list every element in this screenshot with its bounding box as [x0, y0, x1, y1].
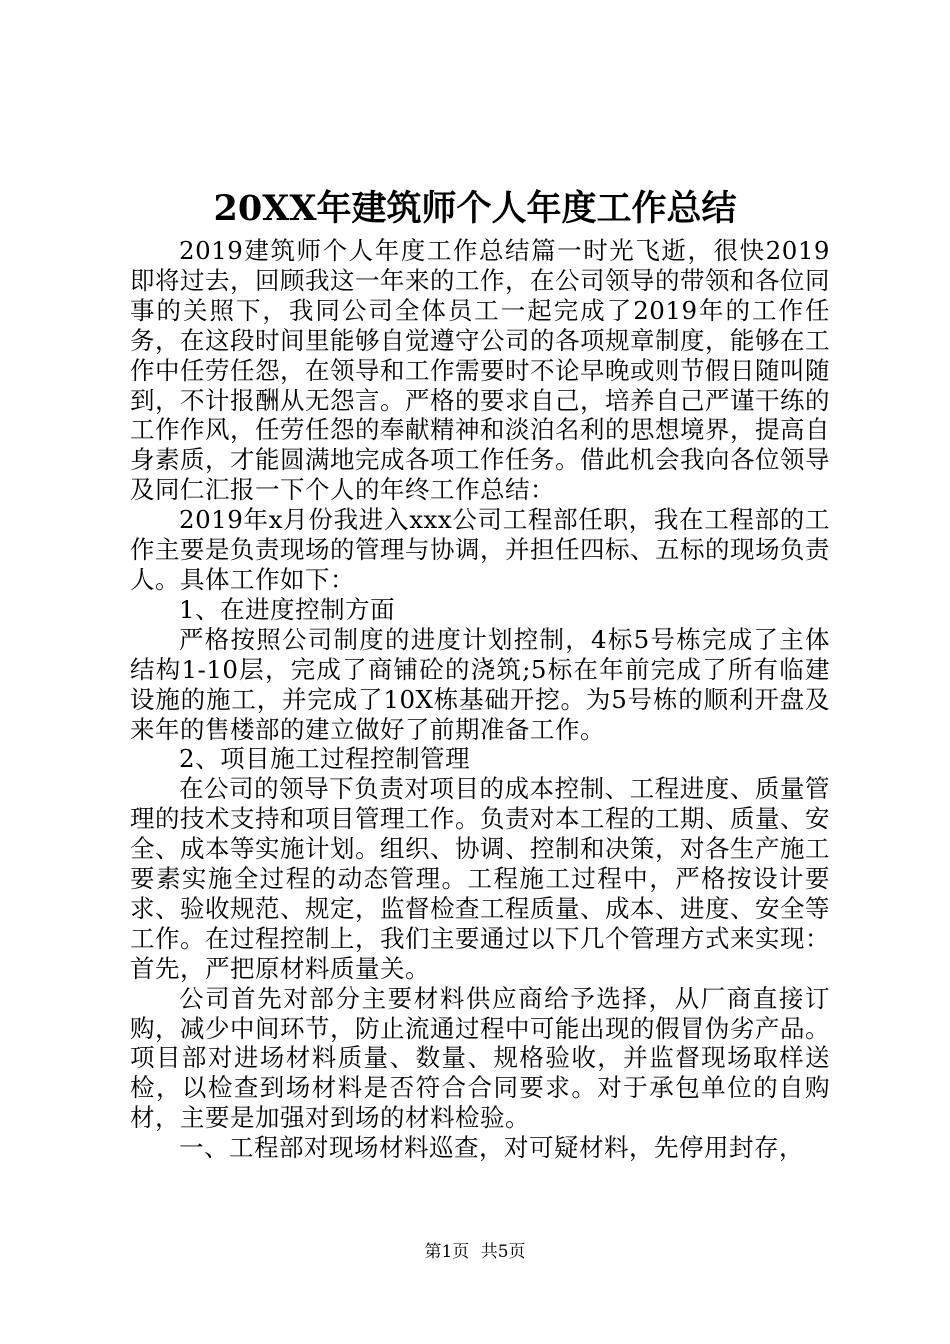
section-heading-process: 2、项目施工过程控制管理	[179, 744, 471, 774]
section-heading-progress: 1、在进度控制方面	[179, 594, 396, 624]
paragraph-position: 2019年x月份我进入xxx公司工程部任职，我在工程部的工作主要是负责现场的管理与协调，并担任四标、五标的现场负责人。具体工作如下：	[130, 505, 830, 594]
page-number: 第1页	[424, 1242, 470, 1262]
paragraph-materials: 公司首先对部分主要材料供应商给予选择，从厂商直接订购，减少中间环节，防止流通过程中可能出现的假冒伪劣产品。项目部对进场材料质量、数量、规格验收，并监督现场取样送检，以检查到场材料是否符合合同要求。对于承包单位的自购材，主要是加强对到场的材料检验。	[130, 983, 830, 1133]
page-footer	[0, 1240, 950, 1264]
paragraph-progress: 严格按照公司制度的进度计划控制，4标5号栋完成了主体结构1-10层，完成了商铺砼的浇筑;5标在年前完成了所有临建设施的施工，并完成了10X栋基础开挖。为5号栋的顺利开盘及来年的售楼部的建立做好了前期准备工作。	[130, 624, 830, 744]
document-body	[130, 236, 830, 1163]
paragraph-intro: 2019建筑师个人年度工作总结篇一时光飞逝，很快2019即将过去，回顾我这一年来的工作，在公司领导的带领和各位同事的关照下，我同公司全体员工一起完成了2019年的工作任务，在这段时间里能够自觉遵守公司的各项规章制度，能够在工作中任劳任怨，在领导和工作需要时不论早晚或则节假日随叫随到，不计报酬从无怨言。严格的要求自己，培养自己严谨干练的工作作风，任劳任怨的奉献精神和淡泊名利的思想境界，提高自身素质，才能圆满地完成各项工作任务。借此机会我向各位领导及同仁汇报一下个人的年终工作总结：	[130, 236, 830, 505]
page-total: 共5页	[480, 1242, 526, 1262]
paragraph-process: 在公司的领导下负责对项目的成本控制、工程进度、质量管理的技术支持和项目管理工作。负责对本工程的工期、质量、安全、成本等实施计划。组织、协调、控制和决策，对各生产施工要素实施全过程的动态管理。工程施工过程中，严格按设计要求、验收规范、规定，监督检查工程质量、成本、进度、安全等工作。在过程控制上，我们主要通过以下几个管理方式来实现：首先，严把原材料质量关。	[130, 774, 830, 983]
paragraph-inspection: 一、工程部对现场材料巡查，对可疑材料，先停用封存，	[179, 1133, 804, 1163]
document-title: 20XX年建筑师个人年度工作总结	[213, 188, 737, 229]
